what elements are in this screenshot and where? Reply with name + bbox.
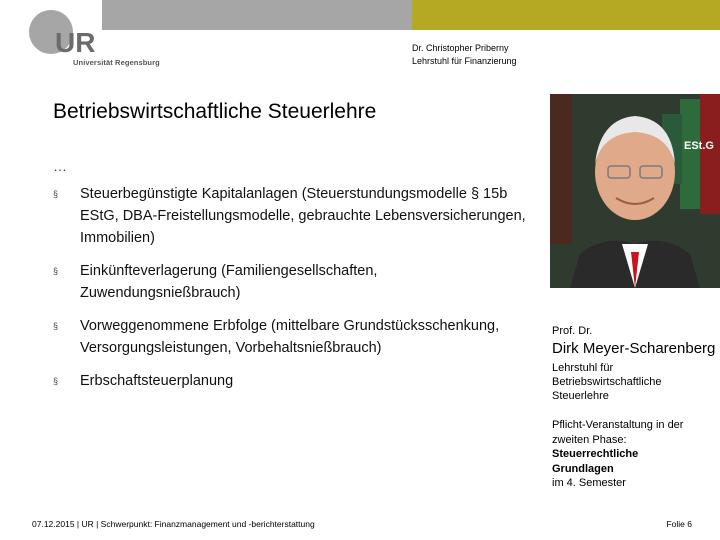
chair-line: Steuerlehre <box>552 390 609 402</box>
footer-text: 07.12.2015 | UR | Schwerpunkt: Finanzmanagement und -berichterstattung <box>32 519 315 529</box>
course-line: Pflicht-Veranstaltung in der <box>552 419 684 431</box>
chair-line: Lehrstuhl für <box>552 362 614 374</box>
portrait-photo <box>550 94 720 288</box>
bullet-text: Erbschaftsteuerplanung <box>80 373 234 389</box>
slide-title: Betriebswirtschaftliche Steuerlehre <box>53 100 377 123</box>
bullet-text: Einkünfteverlagerung (Familiengesellschaften, Zuwendungsnießbrauch) <box>80 263 378 301</box>
list-item <box>53 315 533 359</box>
university-name: Universität Regensburg <box>73 58 160 67</box>
chair-line: Betriebswirtschaftliche <box>552 376 662 388</box>
course-info <box>552 418 683 491</box>
prof-chair <box>552 361 661 403</box>
bullet-symbol: § <box>53 376 59 386</box>
slide-number: Folie 6 <box>666 519 692 529</box>
list-item <box>53 183 533 249</box>
bullet-symbol: § <box>53 321 59 331</box>
prof-title: Prof. Dr. <box>552 325 593 337</box>
author-chair: Lehrstuhl für Finanzierung <box>412 56 517 66</box>
bullet-symbol: § <box>53 189 59 199</box>
prof-name: Dirk Meyer-Scharenberg <box>552 340 716 357</box>
bullet-list <box>53 183 533 403</box>
list-item <box>53 260 533 304</box>
course-name: Grundlagen <box>552 462 614 475</box>
logo-letters: UR <box>55 27 96 58</box>
bullet-text: Steuerbegünstigte Kapitalanlagen (Steuerstundungsmodelle § 15b EStG, DBA-Freistellungsmodelle, gebrauchte Lebensversicherungen, Immobilien) <box>80 186 526 246</box>
author-info <box>412 42 517 68</box>
portrait-illustration <box>550 94 720 288</box>
bullet-symbol: § <box>53 266 59 276</box>
list-item <box>53 370 533 392</box>
bullet-text: Vorweggenommene Erbfolge (mittelbare Grundstücksschenkung, Versorgungsleistungen, Vorbehaltsnießbrauch) <box>80 318 500 356</box>
header-olive-bar <box>412 0 720 30</box>
course-name: Steuerrechtliche <box>552 448 639 460</box>
course-line: im 4. Semester <box>552 477 626 489</box>
author-name: Dr. Christopher Priberny <box>412 43 509 53</box>
book-spine-label: ESt.G <box>684 140 714 152</box>
ellipsis: … <box>53 158 67 174</box>
course-line: zweiten Phase: <box>552 433 627 446</box>
